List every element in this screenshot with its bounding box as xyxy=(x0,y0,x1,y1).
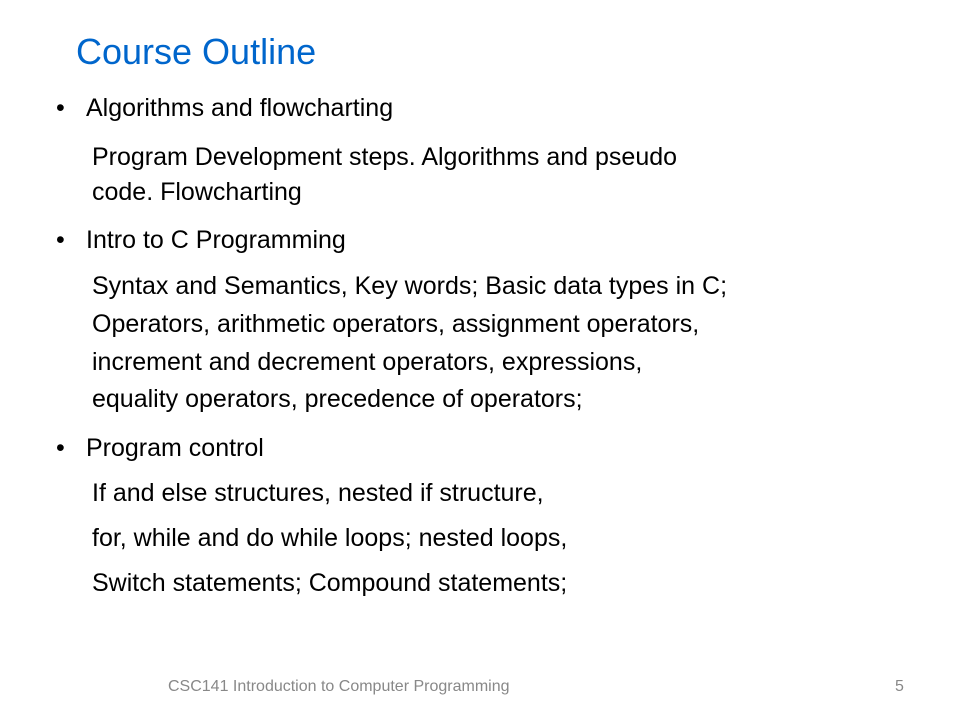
sub-line: Operators, arithmetic operators, assignment operators, xyxy=(92,310,700,338)
bullet-icon: • xyxy=(56,94,65,122)
bullet-heading xyxy=(56,92,393,124)
sub-line: increment and decrement operators, expressions, xyxy=(92,348,643,376)
sub-line: Switch statements; Compound statements; xyxy=(92,569,568,597)
sub-line: Program Development steps. Algorithms and pseudo xyxy=(92,143,678,171)
sub-line: equality operators, precedence of operators; xyxy=(92,385,583,413)
bullet-icon: • xyxy=(56,226,65,254)
sub-line: code. Flowcharting xyxy=(92,178,302,206)
sub-line: Syntax and Semantics, Key words; Basic data types in C; xyxy=(92,272,728,300)
slide-title: Course Outline xyxy=(76,31,317,72)
bullet-heading-text: Program control xyxy=(86,434,264,462)
bullet-heading xyxy=(56,224,346,256)
page-number: 5 xyxy=(895,678,904,695)
bullet-heading-text: Intro to C Programming xyxy=(86,226,346,254)
bullet-heading xyxy=(56,432,264,464)
sub-line: for, while and do while loops; nested loops, xyxy=(92,524,568,552)
bullet-icon: • xyxy=(56,434,65,462)
footer-title: CSC141 Introduction to Computer Programming xyxy=(168,678,510,695)
sub-line: If and else structures, nested if structure, xyxy=(92,479,544,507)
bullet-heading-text: Algorithms and flowcharting xyxy=(86,94,394,122)
